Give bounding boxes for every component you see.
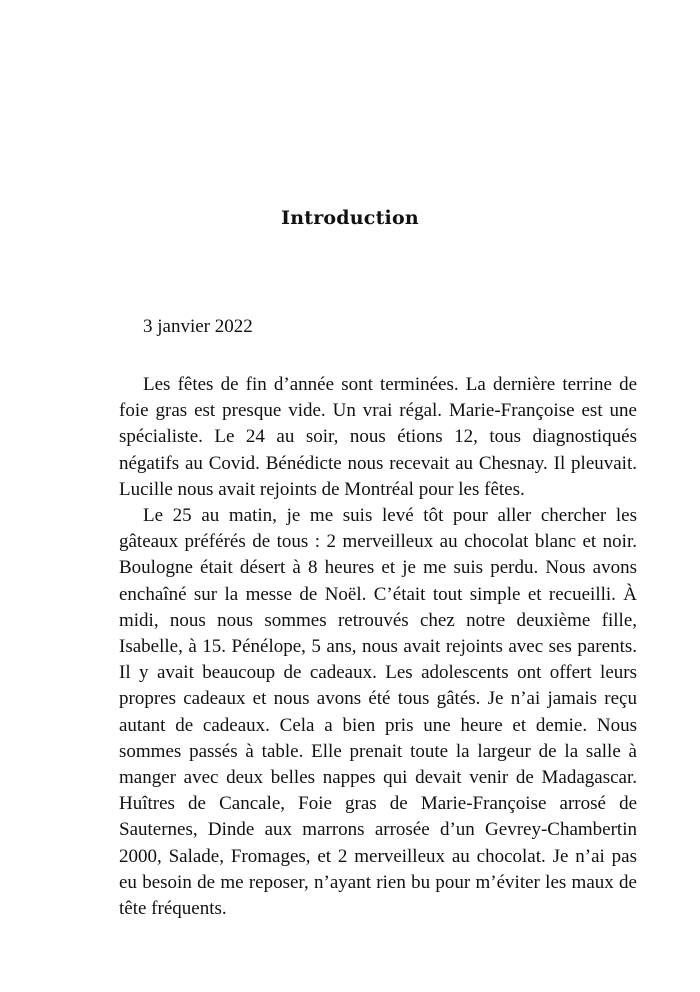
paragraph-2: Le 25 au matin, je me suis levé tôt pour aller chercher les gâteaux préférés de tous : 2 merveilleux au chocolat blanc et noir. Boulogne était désert à 8 heures et je me suis perdu. Nous avons enchaîné sur la messe de Noël. C’était tout simple et recueilli. À midi, nous nous sommes retrouvés chez notre deuxième fille, Isabelle, à 15. Pénélope, 5 ans, nous avait rejoints avec ses parents. Il y avait beaucoup de cadeaux. Les adolescents ont offert leurs propres cadeaux et nous avons été tous gâtés. Je n’ai jamais reçu autant de cadeaux. Cela a bien pris une heure et demie. Nous sommes passés à table. Elle prenait toute la largeur de la salle à manger avec deux belles nappes qui devait venir de Madagascar. Huîtres de Cancale, Foie gras de Marie-Françoise arrosé de Sauternes, Dinde aux marrons arrosée d’un Gevrey-Chambertin 2000, Salade, Fromages, et 2 merveilleux au chocolat. Je n’ai pas eu besoin de me reposer, n’ayant rien bu pour m’éviter les maux de tête fréquents. <box>119 505 637 920</box>
body-text <box>119 372 637 922</box>
chapter-title: Introduction <box>281 207 419 229</box>
entry-date: 3 janvier 2022 <box>143 316 253 337</box>
paragraph-1: Les fêtes de fin d’année sont terminées. La dernière terrine de foie gras est presque vide. Un vrai régal. Marie-Françoise est une spécialiste. Le 24 au soir, nous étions 12, tous diagnostiqués négatifs au Covid. Bénédicte nous recevait au Chesnay. Il pleuvait. Lucille nous avait rejoints de Montréal pour les fêtes. <box>119 374 637 500</box>
